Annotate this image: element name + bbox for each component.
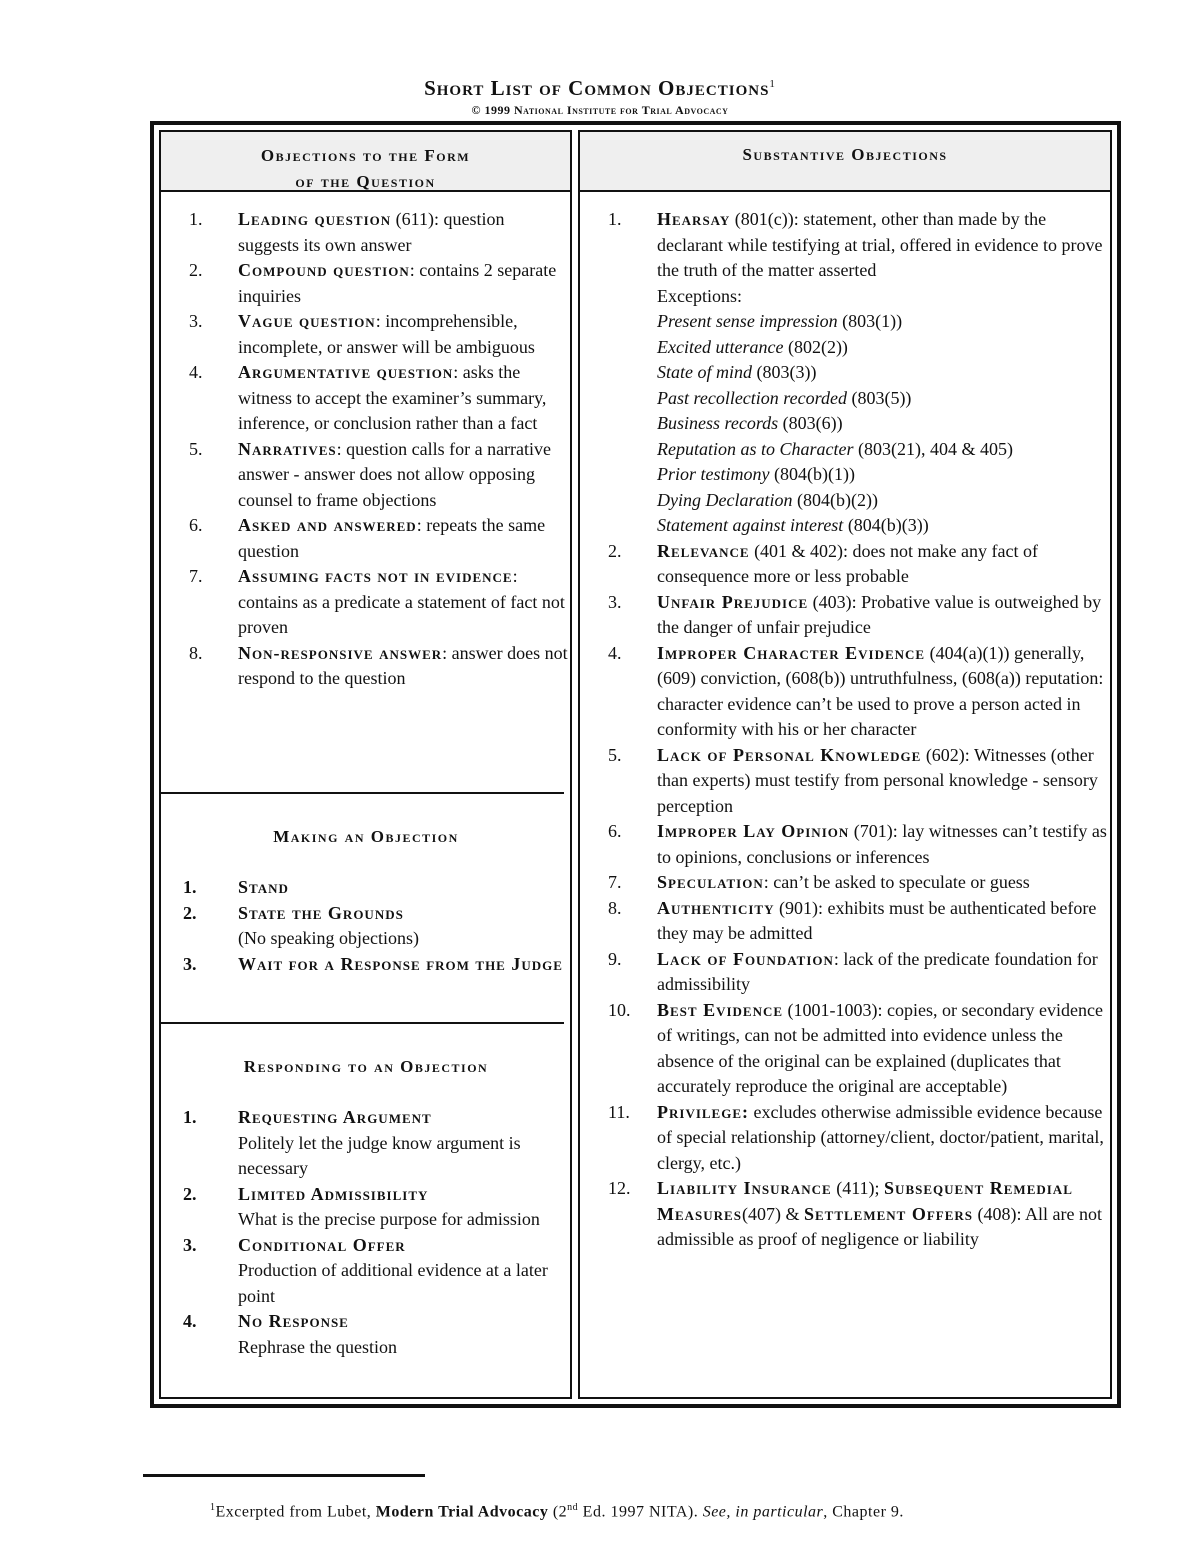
- list-item: 4. Argumentative question: asks the witness to accept the examiner’s summary, inference, or conclusion rather than a fact: [189, 362, 547, 433]
- list-item: 10. Best Evidence (1001-1003): copies, or secondary evidence of writings, can not be admitted into evidence unless the absence of the original can be explained (duplicates that accurately reproduce the original are acceptable): [608, 999, 1103, 1096]
- list-item: 2. Relevance (401 & 402): does not make any fact of consequence more or less probable: [608, 540, 1038, 586]
- copyright-line: © 1999 National Institute for Trial Advocacy: [471, 103, 729, 117]
- list-item: 3. Conditional Offer Production of additional evidence at a later point: [183, 1234, 548, 1306]
- right-column: [578, 130, 1112, 1399]
- list-item: 8. Non-responsive answer: answer does not respond to the question: [189, 642, 568, 688]
- list-item: 2. Limited Admissibility What is the precise purpose for admission: [183, 1183, 540, 1229]
- objections-table: [150, 121, 1121, 1408]
- making-objection-steps: [161, 875, 569, 977]
- section-divider: [161, 1022, 564, 1024]
- list-item: 7. Assuming facts not in evidence: contains as a predicate a statement of fact not proven: [189, 566, 565, 637]
- list-item: 1. Stand: [183, 877, 289, 897]
- page-title: Short List of Common Objections$^1$: [424, 76, 776, 100]
- substantive-objections-list: [580, 207, 1110, 1253]
- list-item: 2. Compound question: contains 2 separate inquiries: [189, 260, 557, 306]
- list-item: 11. Privilege: excludes otherwise admissible evidence because of special relationship (attorney/client, doctor/patient, marital, clergy, etc.): [608, 1101, 1104, 1173]
- responding-objection-steps: [161, 1105, 569, 1360]
- list-item: 4. Improper Character Evidence (404(a)(1)) generally, (609) conviction, (608(b)) untruthfulness, (608(a)) reputation: character evidence can’t be used to prove a person acted in conformity with his or her character: [608, 642, 1104, 739]
- form-objections-heading: Objections to the Form of the Question: [161, 132, 570, 192]
- list-item: 3. Unfair Prejudice (403): Probative value is outweighed by the danger of unfair prejudice: [608, 591, 1102, 637]
- list-item: 1. Leading question (611): question suggests its own answer: [189, 209, 505, 255]
- list-item: 5. Narratives: question calls for a narrative answer - answer does not allow opposing counsel to frame objections: [189, 438, 552, 510]
- list-item: 7. Speculation: can’t be asked to speculate or guess: [608, 872, 1030, 892]
- list-item: 12. Liability Insurance (411); Subsequent Remedial Measures(407) & Settlement Offers (408): All are not admissible as proof of negligence or liability: [608, 1178, 1102, 1249]
- left-column: [159, 130, 572, 1399]
- list-item: 9. Lack of Foundation: lack of the predicate foundation for admissibility: [608, 948, 1098, 994]
- list-item: 3. Vague question: incomprehensible, incomplete, or answer will be ambiguous: [189, 311, 535, 357]
- list-item: 2. State the Grounds (No speaking objections): [183, 902, 419, 948]
- list-item: 8. Authenticity (901): exhibits must be authenticated before they may be admitted: [608, 897, 1097, 943]
- form-objections-list: [161, 207, 569, 692]
- list-item: 5. Lack of Personal Knowledge (602): Witnesses (other than experts) must testify from personal knowledge - sensory perception: [608, 744, 1098, 816]
- list-item: 1. Hearsay (801(c)): statement, other than made by the declarant while testifying at trial, offered in evidence to prove the truth of the matter asserted Exceptions: Present sense impression (803(1)) Excited utterance (802(2)) State of mind (803(3)) Past recollection recorded (803(5)) Business records (803(6)) Reputation as to Character (803(21), 404 & 405) Prior testimony (804(b)(1)) Dying Declaration (804(b)(2)) Statement against interest (804(b)(3)): [608, 209, 1103, 535]
- list-item: 4. No Response Rephrase the question: [183, 1311, 397, 1357]
- substantive-objections-heading: Substantive Objections: [580, 132, 1110, 192]
- responding-objection-heading: Responding to an Objection: [243, 1057, 489, 1076]
- list-item: 6. Asked and answered: repeats the same question: [189, 515, 546, 561]
- footnote-marker: 1: [769, 78, 776, 90]
- making-objection-heading: Making an Objection: [273, 827, 459, 846]
- list-item: 3. Wait for a Response from the Judge: [183, 953, 563, 974]
- footnote-divider: [143, 1474, 425, 1477]
- footnote: $^1$Excerpted from Lubet, Modern Trial Advocacy (2nd Ed. 1997 NITA). See, in particular, Chapter 9.: [210, 1502, 904, 1521]
- list-item: 1. Requesting Argument Politely let the judge know argument is necessary: [183, 1107, 521, 1178]
- list-item: 6. Improper Lay Opinion (701): lay witnesses can’t testify as to opinions, conclusions or inferences: [608, 821, 1107, 867]
- section-divider: [161, 792, 564, 794]
